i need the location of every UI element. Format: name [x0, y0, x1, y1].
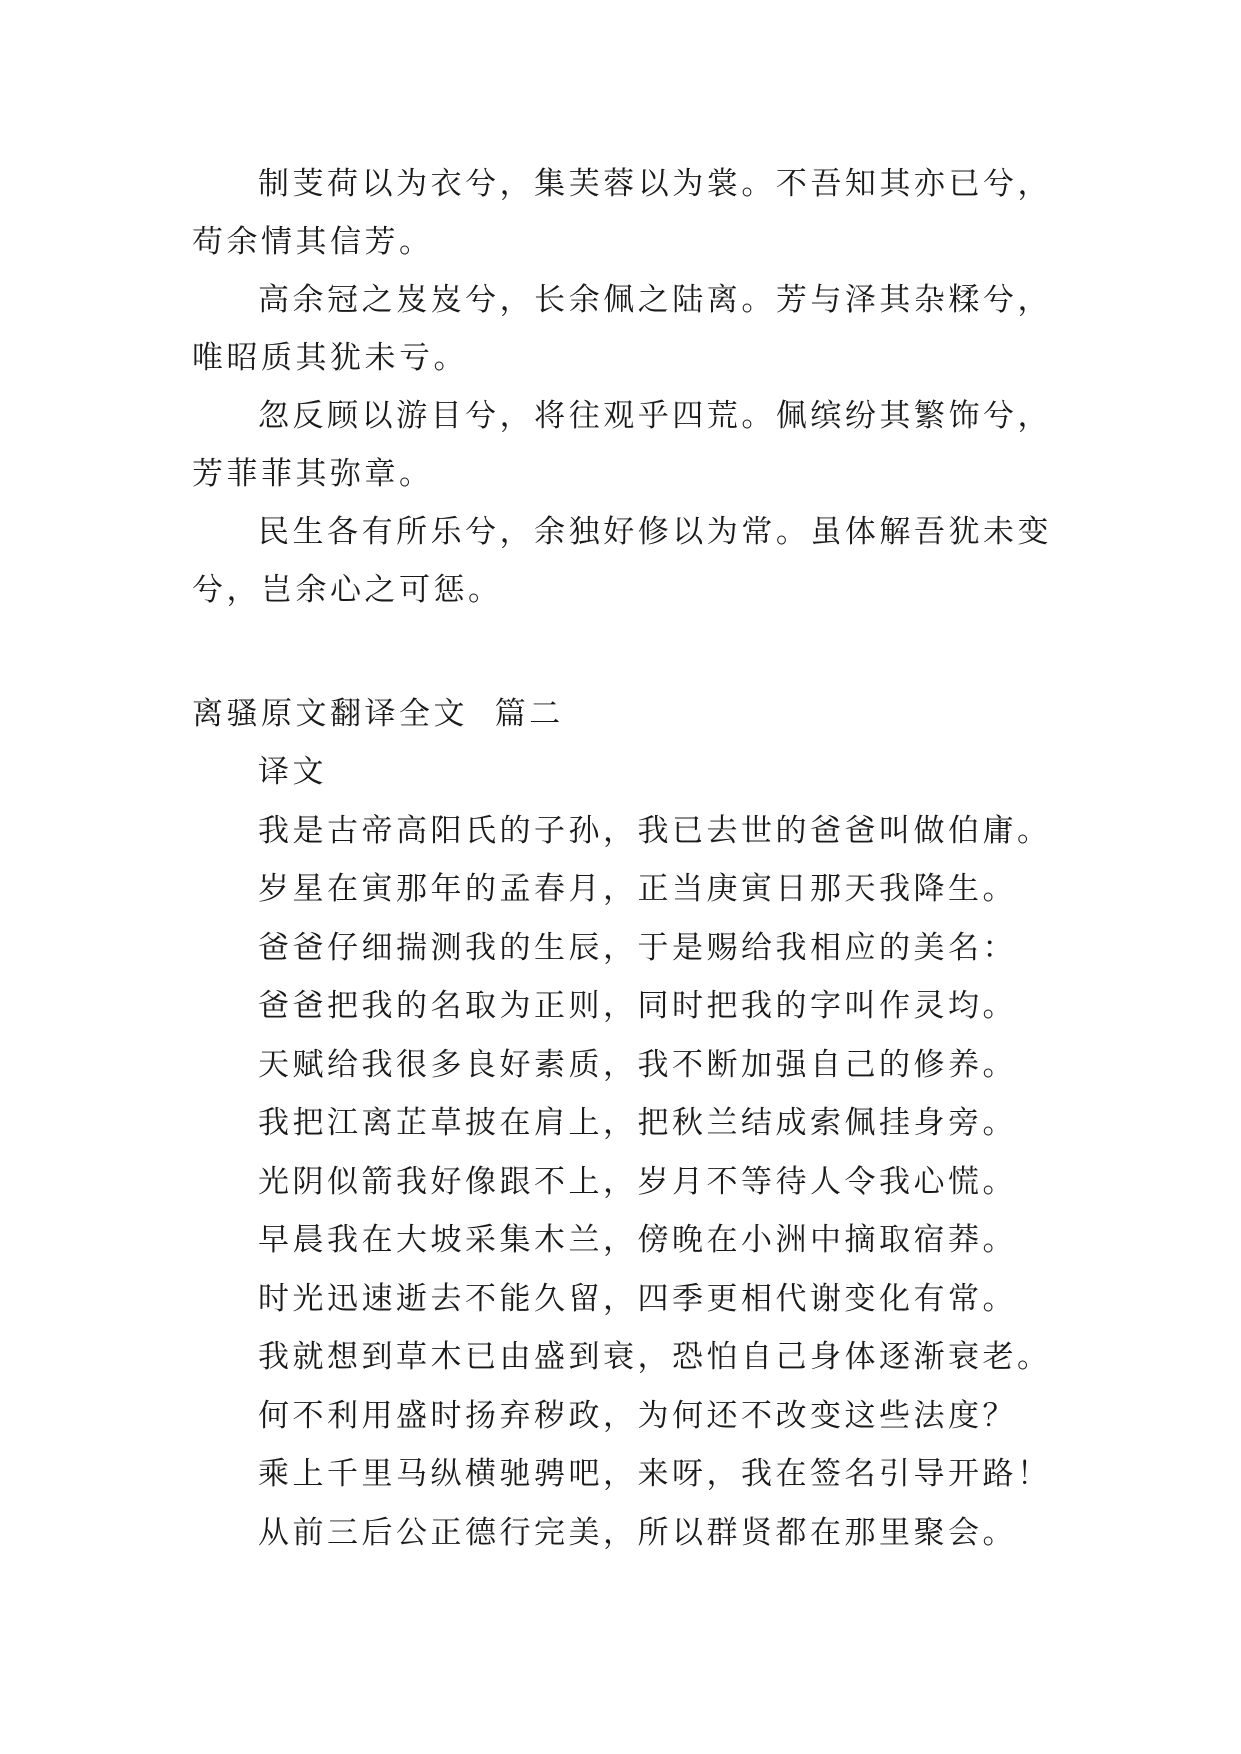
translation-line: 早晨我在大坡采集木兰，傍晚在小洲中摘取宿莽。	[258, 1222, 1017, 1258]
translation-line: 我是古帝高阳氏的子孙，我已去世的爸爸叫做伯庸。	[258, 812, 1052, 849]
poem-paragraph-1: 制芰荷以为衣兮，集芙蓉以为裳。不吾知其亦已兮，苟余情其信芳。	[192, 166, 1052, 260]
translation-line: 从前三后公正德行完美，所以群贤都在那里聚会。	[258, 1514, 1017, 1551]
translation-line: 光阴似箭我好像跟不上，岁月不等待人令我心慌。	[258, 1163, 1017, 1200]
translation-line: 爸爸把我的名取为正则，同时把我的字叫作灵均。	[258, 988, 1017, 1024]
translation-line: 天赋给我很多良好素质，我不断加强自己的修养。	[258, 1046, 1017, 1083]
translation-line: 爸爸仔细揣测我的生辰，于是赐给我相应的美名：	[258, 929, 1017, 966]
poem-paragraph-4: 民生各有所乐兮，余独好修以为常。虽体解吾犹未变兮，岂余心之可惩。	[192, 514, 1052, 608]
poem-paragraph-3: 忽反顾以游目兮，将往观乎四荒。佩缤纷其繁饰兮，芳菲菲其弥章。	[192, 398, 1052, 492]
translation-line: 我把江离芷草披在肩上，把秋兰结成索佩挂身旁。	[258, 1105, 1017, 1141]
translation-line: 岁星在寅那年的孟春月，正当庚寅日那天我降生。	[258, 871, 1017, 907]
translation-line: 乘上千里马纵横驰骋吧，来呀，我在签名引导开路！	[258, 1456, 1052, 1492]
translation-line: 时光迅速逝去不能久留，四季更相代谢变化有常。	[258, 1280, 1017, 1317]
translation-line: 我就想到草木已由盛到衰，恐怕自己身体逐渐衰老。	[258, 1339, 1052, 1375]
translation-line: 何不利用盛时扬弃秽政，为何还不改变这些法度？	[258, 1397, 1017, 1434]
document-page	[192, 155, 1052, 1562]
poem-paragraph-2: 高余冠之岌岌兮，长余佩之陆离。芳与泽其杂糅兮，唯昭质其犹未亏。	[192, 282, 1052, 376]
translation-label: 译文	[258, 754, 327, 790]
section-heading: 离骚原文翻译全文 篇二	[192, 696, 564, 732]
